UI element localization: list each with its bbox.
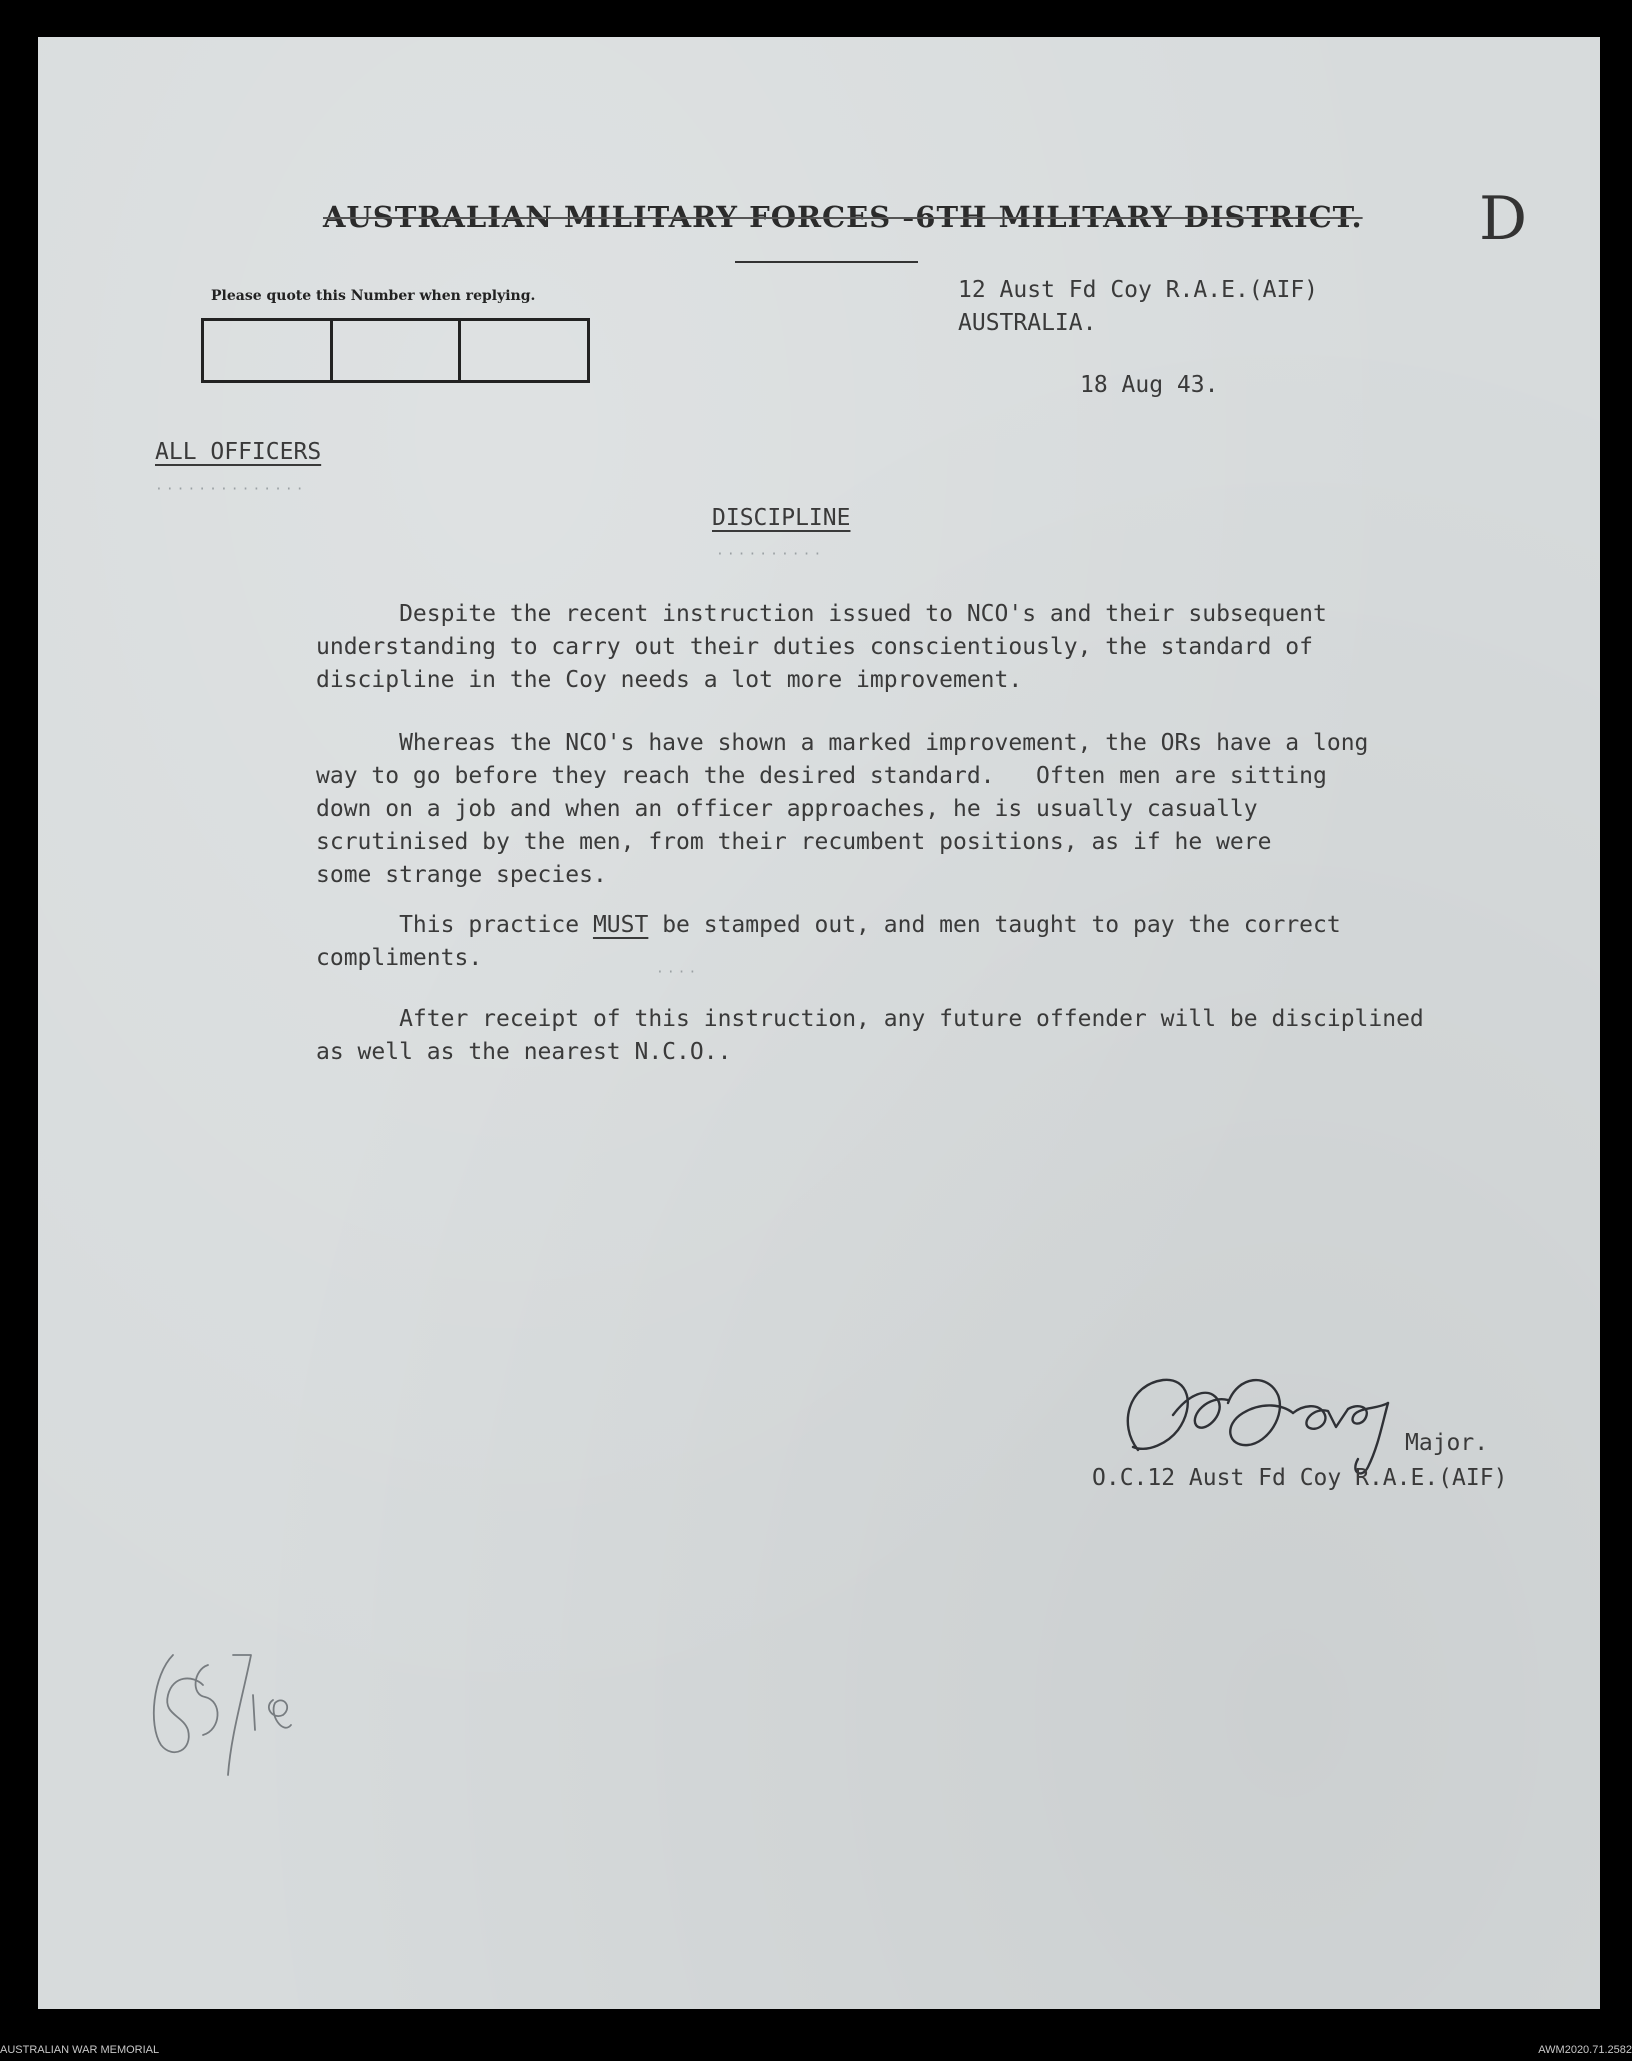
paragraph-4-line: as well as the nearest N.C.O.. [316,1039,732,1065]
sender-country: AUSTRALIA. [958,310,1097,336]
paragraph-2-line: some strange species. [316,862,607,888]
reference-box [461,321,587,380]
letter-date: 18 Aug 43. [1080,372,1219,398]
addressee: ALL OFFICERS [155,439,322,465]
typed-dots: ·············· [155,482,307,497]
quote-number-label: Please quote this Number when replying. [211,288,536,304]
reference-number-boxes [201,318,590,383]
paragraph-2-line: down on a job and when an officer approaches, he is usually casually [316,796,1258,822]
reference-box [204,321,333,380]
paragraph-2-line: way to go before they reach the desired standard. Often men are sitting [316,763,1327,789]
signatory-rank: Major. [1405,1430,1489,1456]
typed-dots: ···· [656,965,700,980]
paragraph-1-line: understanding to carry out their duties conscientiously, the standard of [316,634,1313,660]
letterhead-title: AUSTRALIAN MILITARY FORCES -6TH MILITARY DISTRICT. [323,200,1363,234]
paragraph-3-text: be stamped out, and men taught to pay the correct [648,912,1341,938]
paragraph-4-line: After receipt of this instruction, any future offender will be disciplined [316,1006,1424,1032]
emphasis-must: MUST [592,912,649,938]
paragraph-1-line: discipline in the Coy needs a lot more improvement. [316,667,1023,693]
paragraph-1-line: Despite the recent instruction issued to NCO's and their subsequent [316,601,1327,627]
pencil-annotation [133,1635,343,1785]
signatory-title: O.C.12 Aust Fd Coy R.A.E.(AIF) [1092,1465,1508,1491]
typed-dots: ·········· [716,547,825,562]
subject-heading: DISCIPLINE [712,505,851,531]
paragraph-3-text: This practice [316,912,593,938]
letterhead-rule [735,261,918,263]
paragraph-3-line: compliments. [316,945,483,971]
paragraph-2-line: Whereas the NCO's have shown a marked improvement, the ORs have a long [316,730,1369,756]
document-page [38,37,1600,2009]
paragraph-2-line: scrutinised by the men, from their recumbent positions, as if he were [316,829,1272,855]
reference-box [333,321,462,380]
footer-source: AUSTRALIAN WAR MEMORIAL [0,2044,160,2056]
footer-reference: AWM2020.71.2582 [1538,2044,1632,2056]
paragraph-3-line [316,909,1341,942]
handwritten-mark: D [1479,184,1528,254]
sender-unit: 12 Aust Fd Coy R.A.E.(AIF) [958,277,1319,303]
